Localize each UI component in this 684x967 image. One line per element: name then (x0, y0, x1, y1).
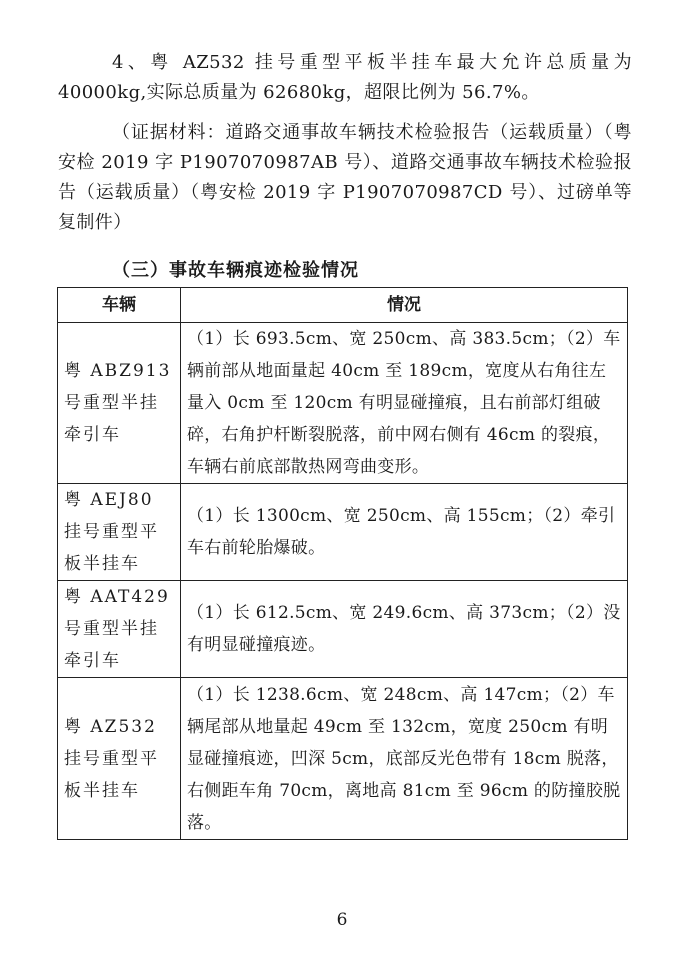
table-row (58, 323, 628, 484)
vehicle-inspection-table (57, 287, 628, 840)
table-row (58, 484, 628, 581)
column-header-details: 情况 (181, 288, 628, 323)
vehicle-cell: 粤 AEJ80 挂号重型平板半挂车 (58, 484, 181, 581)
detail-cell: （1）长 693.5cm、宽 250cm、高 383.5cm；（2）车辆前部从地面量起 40cm 至 189cm，宽度从右角往左量入 0cm 至 120cm 有明显碰撞痕，且右前部灯组破碎，右角护杆断裂脱落，前中网右侧有 46cm 的裂痕，车辆右前底部散热网弯曲变形。 (181, 323, 628, 484)
table-row (58, 581, 628, 678)
section-heading: （三）事故车辆痕迹检验情况 (112, 260, 359, 281)
page-number: 6 (336, 910, 348, 930)
vehicle-cell: 粤 ABZ913 号重型半挂牵引车 (58, 323, 181, 484)
table-header-row (58, 288, 628, 323)
paragraph-evidence-materials: （证据材料：道路交通事故车辆技术检验报告（运载质量）（粤安检 2019 字 P1907070987AB 号）、道路交通事故车辆技术检验报告（运载质量）（粤安检 2019 字 P1907070987CD 号）、过磅单等复制件） (58, 122, 632, 233)
table-row (58, 678, 628, 840)
vehicle-cell: 粤 AZ532 挂号重型平板半挂车 (58, 678, 181, 840)
paragraph-overload-finding: 4、粤 AZ532 挂号重型平板半挂车最大允许总质量为 40000kg,实际总质量为 62680kg，超限比例为 56.7%。 (58, 52, 632, 103)
column-header-vehicle: 车辆 (58, 288, 181, 323)
detail-cell: （1）长 1238.6cm、宽 248cm、高 147cm；（2）车辆尾部从地量起 49cm 至 132cm，宽度 250cm 有明显碰撞痕迹，凹深 5cm，底部反光色带有 18cm 脱落，右侧距车角 70cm，离地高 81cm 至 96cm 的防撞胶脱落。 (181, 678, 628, 840)
detail-cell: （1）长 1300cm、宽 250cm、高 155cm；（2）牵引车右前轮胎爆破。 (181, 484, 628, 581)
detail-cell: （1）长 612.5cm、宽 249.6cm、高 373cm；（2）没有明显碰撞痕迹。 (181, 581, 628, 678)
vehicle-cell: 粤 AAT429 号重型半挂牵引车 (58, 581, 181, 678)
